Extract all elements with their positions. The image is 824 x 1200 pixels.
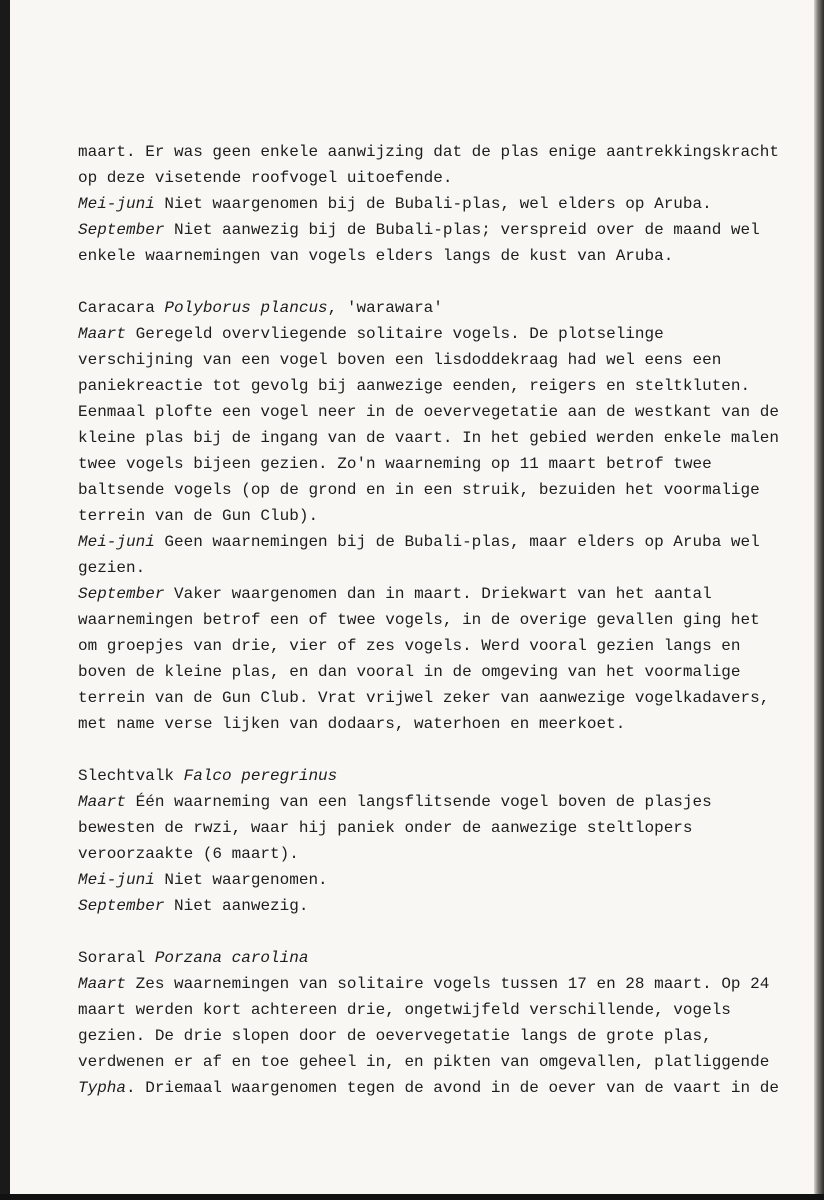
text-line: gezien. De drie slopen door de oevervegetatie langs de grote plas,: [78, 1027, 712, 1045]
period-text: Zes waarnemingen van solitaire vogels tussen 17 en 28 maart. Op 24: [126, 975, 770, 993]
period-label: Mei-juni: [78, 871, 155, 889]
text-line: [78, 529, 798, 555]
text-line: [78, 581, 798, 607]
period-label: Mei-juni: [78, 533, 155, 551]
text-line: twee vogels bijeen gezien. Zo'n waarneming op 11 maart betrof twee: [78, 455, 712, 473]
period-label: Maart: [78, 325, 127, 343]
species-common-name: Slechtvalk: [78, 767, 184, 785]
text-line: [78, 217, 798, 243]
text-line: [78, 893, 798, 919]
period-label: September: [78, 585, 165, 603]
period-label: Mei-juni: [78, 195, 155, 213]
species-heading-falco: [78, 763, 798, 789]
document-page: [10, 0, 814, 1194]
text-line: maart werden kort achtereen drie, ongetwijfeld verschillende, vogels: [78, 1001, 731, 1019]
period-text: Één waarneming van een langsflitsende vogel boven de plasjes: [126, 793, 712, 811]
text-line: boven de kleine plas, en dan vooral in de omgeving van het voormalige: [78, 663, 741, 681]
text-line: bewesten de rwzi, waar hij paniek onder de aanwezige steltlopers: [78, 819, 693, 837]
text-line: kleine plas bij de ingang van de vaart. In het gebied werden enkele malen: [78, 429, 779, 447]
species-local-name: , 'warawara': [327, 299, 443, 317]
text-line: baltsende vogels (op de grond en in een struik, bezuiden het voormalige: [78, 481, 760, 499]
body-text: [78, 139, 798, 1101]
page-edge-bottom: [0, 1194, 824, 1200]
species-heading-caracara: [78, 295, 798, 321]
period-text: Niet waargenomen.: [154, 871, 328, 889]
text-line: om groepjes van drie, vier of zes vogels. Werd vooral gezien langs en: [78, 637, 741, 655]
text-line: [78, 1075, 798, 1101]
period-label: September: [78, 897, 165, 915]
species-heading-porzana: [78, 945, 798, 971]
period-text: Niet waargenomen bij de Bubali-plas, wel elders op Aruba.: [154, 195, 712, 213]
species-latin-name: Porzana carolina: [154, 949, 309, 967]
species-latin-name: Falco peregrinus: [183, 767, 338, 785]
text-line: [78, 789, 798, 815]
period-text: Geen waarnemingen bij de Bubali-plas, maar elders op Aruba wel: [154, 533, 760, 551]
period-label: Maart: [78, 975, 127, 993]
text-line: op deze visetende roofvogel uitoefende.: [78, 169, 453, 187]
period-text: . Driemaal waargenomen tegen de avond in de oever van de vaart in de: [126, 1079, 779, 1097]
paragraph-gap: [78, 919, 798, 945]
page-edge-right: [814, 0, 824, 1200]
text-line: gezien.: [78, 559, 146, 577]
text-line: maart. Er was geen enkele aanwijzing dat de plas enige aantrekkingskracht: [78, 143, 779, 161]
species-common-name: Soraral: [78, 949, 155, 967]
text-line: Eenmaal plofte een vogel neer in de oevervegetatie aan de westkant van de: [78, 403, 779, 421]
period-text: Niet aanwezig bij de Bubali-plas; verspreid over de maand wel: [164, 221, 760, 239]
text-line: [78, 867, 798, 893]
text-line: enkele waarnemingen van vogels elders langs de kust van Aruba.: [78, 247, 674, 265]
text-line: [78, 971, 798, 997]
paragraph-gap: [78, 737, 798, 763]
text-line: paniekreactie tot gevolg bij aanwezige eenden, reigers en steltkluten.: [78, 377, 751, 395]
species-latin-name: Polyborus plancus: [164, 299, 328, 317]
text-line: waarnemingen betrof een of twee vogels, in de overige gevallen ging het: [78, 611, 760, 629]
text-line: terrein van de Gun Club).: [78, 507, 319, 525]
period-text: Niet aanwezig.: [164, 897, 309, 915]
text-line: [78, 321, 798, 347]
text-line: met name verse lijken van dodaars, waterhoen en meerkoet.: [78, 715, 626, 733]
text-line: verschijning van een vogel boven een lisdoddekraag had wel eens een: [78, 351, 722, 369]
period-text: Vaker waargenomen dan in maart. Driekwart van het aantal: [164, 585, 712, 603]
period-label: September: [78, 221, 165, 239]
period-label: Maart: [78, 793, 127, 811]
text-line: veroorzaakte (6 maart).: [78, 845, 299, 863]
paragraph-gap: [78, 269, 798, 295]
text-line: [78, 191, 798, 217]
species-latin-name: Typha: [78, 1079, 127, 1097]
period-text: Geregeld overvliegende solitaire vogels. De plotselinge: [126, 325, 664, 343]
text-line: terrein van de Gun Club. Vrat vrijwel zeker van aanwezige vogelkadavers,: [78, 689, 770, 707]
text-line: verdwenen er af en toe geheel in, en pikten van omgevallen, platliggende: [78, 1053, 770, 1071]
species-common-name: Caracara: [78, 299, 165, 317]
